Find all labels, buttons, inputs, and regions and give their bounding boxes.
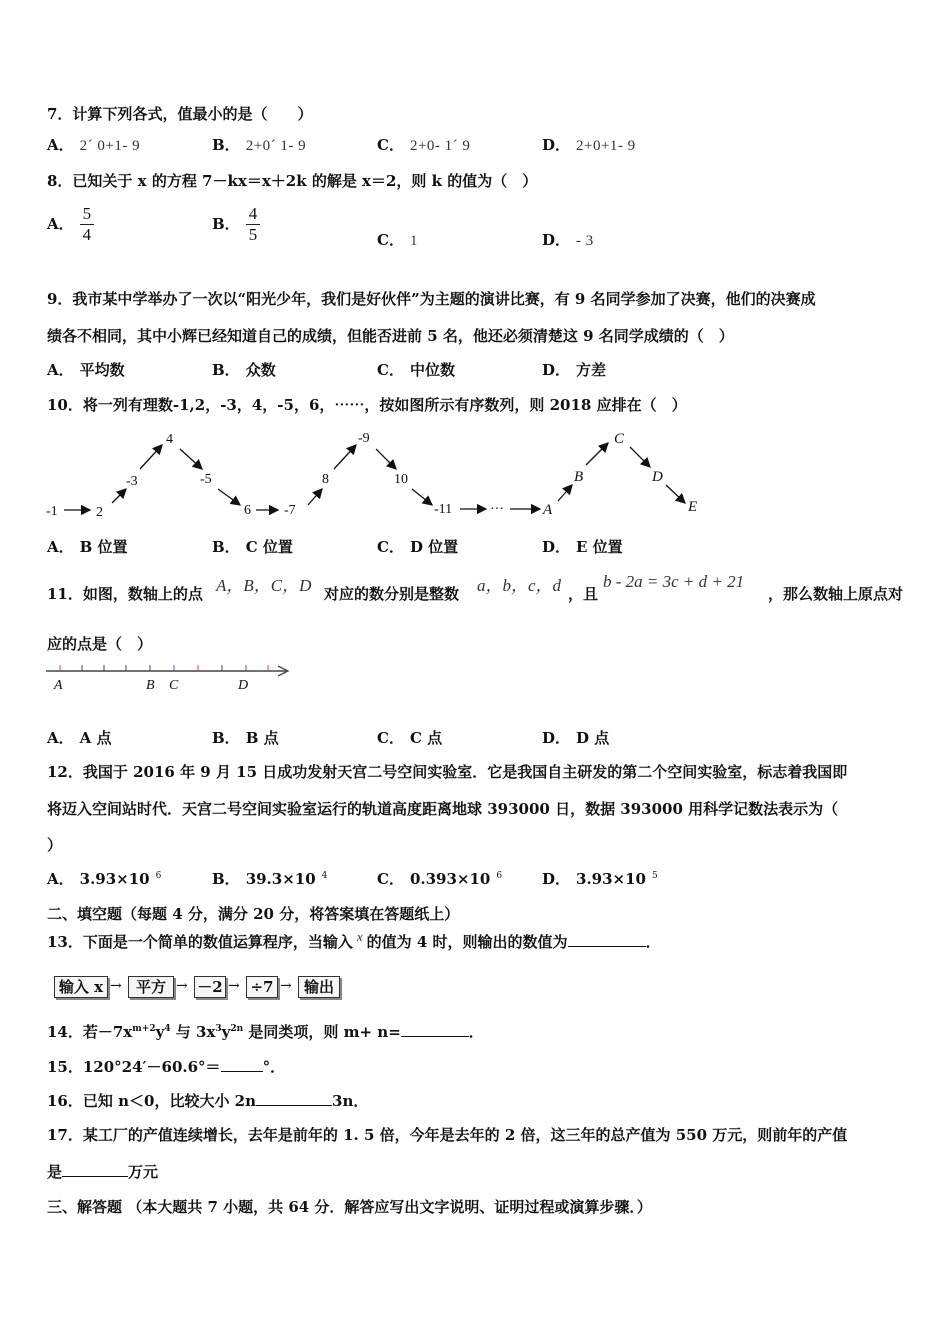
q11-part3: ，且 xyxy=(568,585,599,603)
q10-sequence-figure xyxy=(40,425,720,525)
seq-label: -5 xyxy=(200,472,212,487)
sequence-arrow xyxy=(140,445,162,469)
flow-divide-box: ÷7 xyxy=(246,976,278,998)
section-2-heading: 二、填空题（每题 4 分，满分 20 分，将答案填在答题纸上） xyxy=(47,905,460,923)
seq-label: B xyxy=(574,469,584,485)
q7-option-b: B． 2+0´ 1- 9 xyxy=(212,136,307,154)
sequence-arrow xyxy=(180,449,202,469)
flow-output-box: 输出 xyxy=(298,976,340,998)
axis-label: D xyxy=(238,678,249,693)
flow-arrow: → xyxy=(176,978,188,994)
seq-label: 6 xyxy=(244,503,251,518)
flow-square-box: 平方 xyxy=(128,976,174,998)
axis-label: B xyxy=(146,678,155,693)
q10-option-b: B． C 位置 xyxy=(212,538,293,556)
q11-option-c: C． C 点 xyxy=(377,729,443,747)
q9-line1: 9．我市某中学举办了一次以“阳光少年，我们是好伙伴”为主题的演讲比赛，有 9 名同学参加了决赛，他们的决赛成 xyxy=(47,290,816,308)
q11-part4: ，那么数轴上原点对 xyxy=(768,585,904,603)
q11-part2: 对应的数分别是整数 xyxy=(324,585,460,603)
q12-option-b: B． 39.3×10 $^4$ xyxy=(212,870,328,888)
q11-part1: 11．如图，数轴上的点 xyxy=(47,585,203,603)
q11-option-a: A． A 点 xyxy=(47,729,112,747)
q7-option-a: A． 2´ 0+1- 9 xyxy=(47,136,141,154)
seq-label: 2 xyxy=(96,505,103,520)
q14-text: 14．若$-7x^{m+2}y^4$ 与 $3x^3y^{2n}$ 是同类项，则 m+ n= ． xyxy=(47,1023,484,1041)
q10-stem: 10．将一列有理数-1,2，-3，4，-5，6，⋯⋯，按如图所示有序数列，则 2018 应排在（ ） xyxy=(47,396,687,414)
q12-line3: ） xyxy=(47,836,63,854)
q10-option-a: A． B 位置 xyxy=(47,538,128,556)
q8-option-c: C． 1 xyxy=(377,231,418,249)
seq-label: D xyxy=(652,469,663,485)
q11-equation: b - 2a = 3c + d + 21 xyxy=(603,572,745,591)
sequence-arrow xyxy=(666,485,685,503)
axis-label: C xyxy=(169,678,179,693)
q17-line1: 17．某工厂的产值连续增长，去年是前年的 1. 5 倍，今年是去年的 2 倍，这三年的总产值为 550 万元，则前年的产值 xyxy=(47,1126,848,1144)
seq-label: 4 xyxy=(166,432,173,447)
q12-option-a: A． 3.93×10 $^6$ xyxy=(47,870,162,888)
q7-option-d: D． 2+0+1- 9 xyxy=(542,136,636,154)
q9-option-d: D． 方差 xyxy=(542,361,607,379)
q8-option-d: D． - 3 xyxy=(542,231,594,249)
q12-option-d: D． 3.93×10 $^5$ xyxy=(542,870,658,888)
q11-option-b: B． B 点 xyxy=(212,729,279,747)
flow-arrow: → xyxy=(280,978,292,994)
q9-option-b: B． 众数 xyxy=(212,361,276,379)
flow-input-box: 输入 x xyxy=(54,976,108,998)
sequence-arrow xyxy=(412,489,432,505)
seq-label: E xyxy=(688,499,698,515)
sequence-arrow xyxy=(218,489,240,505)
flow-arrow: → xyxy=(110,978,122,994)
seq-label: ··· xyxy=(490,502,504,517)
flow-minus-box: －2 xyxy=(194,976,226,998)
q12-line1: 12．我国于 2016 年 9 月 15 日成功发射天宫二号空间实验室．它是我国自主研发的第二个空间实验室，标志着我国即 xyxy=(47,763,848,781)
q8-option-a: A． $\frac{5}{4}$ xyxy=(47,204,94,245)
seq-label: -3 xyxy=(126,474,138,489)
q13-text: 13．下面是一个简单的数值运算程序，当输入 x 的值为 4 时，则输出的数值为 ． xyxy=(47,929,661,951)
q10-option-c: C． D 位置 xyxy=(377,538,459,556)
section-3-heading: 三、解答题 （本大题共 7 小题，共 64 分．解答应写出文字说明、证明过程或演算步骤．） xyxy=(47,1198,652,1216)
seq-label: 10 xyxy=(394,472,408,487)
q11-points: A，B，C，D xyxy=(216,576,312,595)
seq-label: -1 xyxy=(46,504,58,519)
q16-text: 16．已知 n＜0，比较大小 2n 3n． xyxy=(47,1092,369,1110)
q8-option-b: B． $\frac{4}{5}$ xyxy=(212,204,260,245)
fraction: $\frac{5}{4}$ xyxy=(80,204,95,245)
seq-label: 8 xyxy=(322,472,329,487)
q8-stem: 8．已知关于 x 的方程 7－kx＝x＋2k 的解是 x＝2，则 k 的值为（ ） xyxy=(47,172,538,190)
seq-label: C xyxy=(614,431,625,447)
sequence-arrow xyxy=(586,443,608,465)
q9-line2: 绩各不相同，其中小辉已经知道自己的成绩，但能否进前 5 名，他还必须清楚这 9 名同学成绩的（ ） xyxy=(47,327,734,345)
seq-label: -7 xyxy=(284,503,296,518)
seq-label: -9 xyxy=(358,431,370,446)
flow-arrow: → xyxy=(228,978,240,994)
axis-label: A xyxy=(54,678,63,693)
sequence-arrow xyxy=(558,485,572,501)
q17-line2: 是 万元 xyxy=(47,1163,159,1181)
sequence-arrow xyxy=(112,489,126,503)
q9-option-c: C． 中位数 xyxy=(377,361,455,379)
seq-label: -11 xyxy=(434,502,453,517)
sequence-arrow xyxy=(308,489,322,505)
q9-option-a: A． 平均数 xyxy=(47,361,125,379)
q7-option-c: C． 2+0- 1´ 9 xyxy=(377,136,471,154)
q15-text: 15．120°24′－60.6°＝ °． xyxy=(47,1058,286,1076)
q10-option-d: D． E 位置 xyxy=(542,538,623,556)
seq-label: A xyxy=(543,502,553,518)
q11-vars: a，b，c，d xyxy=(477,576,562,595)
sequence-arrow xyxy=(630,447,650,467)
sequence-arrow xyxy=(376,449,396,469)
q12-line2: 将迈入空间站时代．天宫二号空间实验室运行的轨道高度距离地球 393000 日，数据 393000 用科学记数法表示为（ xyxy=(47,800,839,818)
q11-line2: 应的点是（ ） xyxy=(47,635,153,653)
q12-option-c: C． 0.393×10 $^6$ xyxy=(377,870,503,888)
q7-stem: 7．计算下列各式，值最小的是（ ） xyxy=(47,105,313,123)
q11-number-line xyxy=(42,660,292,694)
sequence-arrow xyxy=(334,445,356,469)
fraction: $\frac{4}{5}$ xyxy=(246,204,261,245)
q11-option-d: D． D 点 xyxy=(542,729,610,747)
